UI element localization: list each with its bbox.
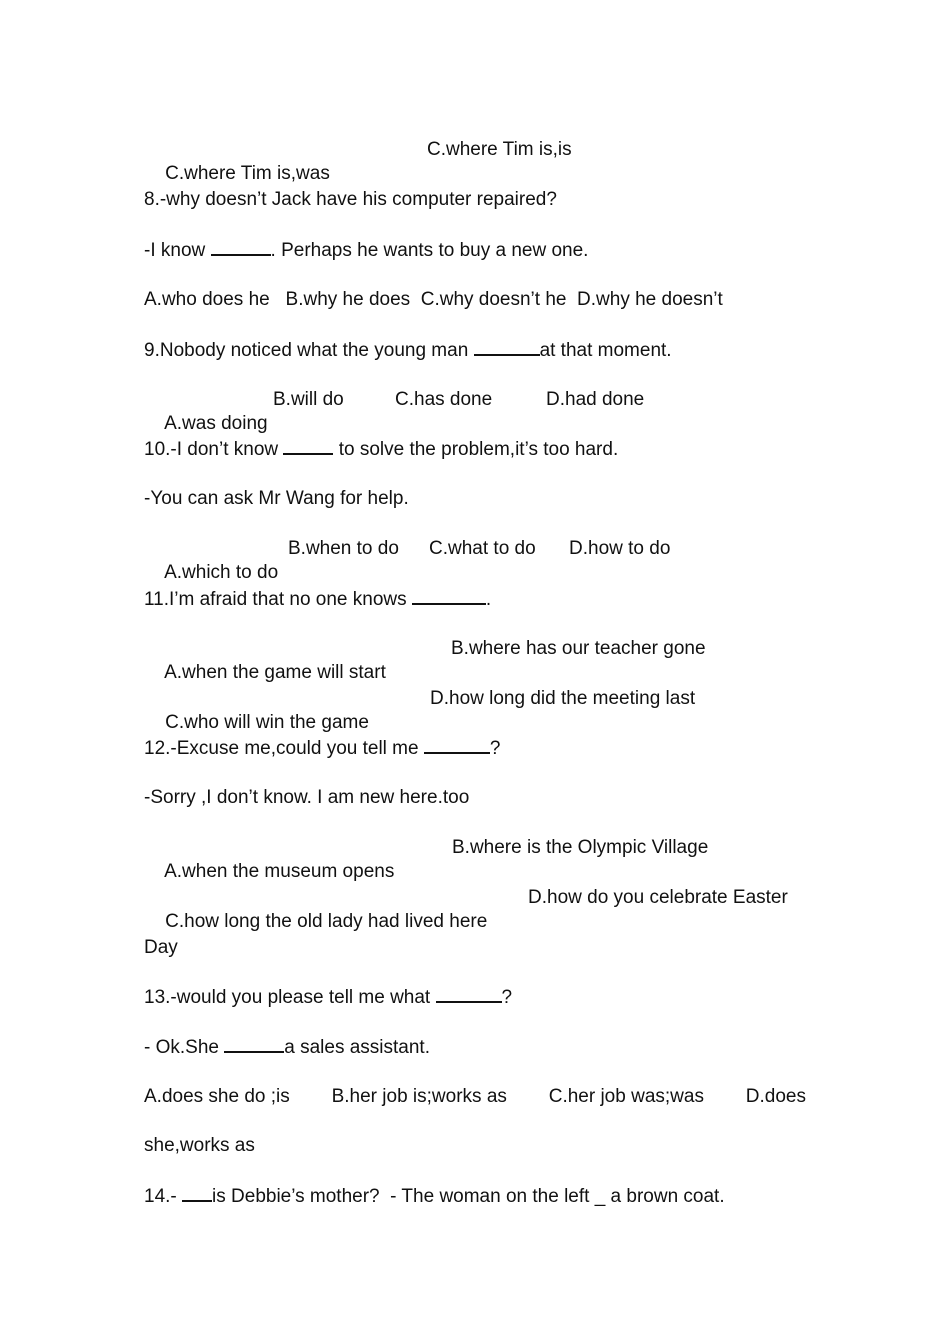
question-13-text-start: 13.-would you please tell me what (144, 987, 436, 1008)
question-10-response: -You can ask Mr Wang for help. (144, 488, 409, 509)
question-10-text (144, 437, 618, 462)
option-a: A.when the museum opens (164, 861, 395, 882)
answer-blank (182, 1184, 212, 1202)
question-11-text-start: 11.I’m afraid that no one knows (144, 589, 412, 610)
answer-blank (424, 736, 490, 754)
question-14-text-start: 14.- (144, 1186, 183, 1207)
option-d-continuation: she,works as (144, 1135, 255, 1156)
option-b: B.where is the Olympic Village (452, 837, 709, 858)
question-8-options: A.who does he B.why he does C.why doesn’t he D.why he doesn’t (144, 289, 723, 310)
answer-blank (283, 437, 333, 455)
question-9-text-end: at that moment. (539, 340, 672, 361)
option-b: B.when to do (288, 538, 399, 559)
question-9-text-start: 9.Nobody noticed what the young man (144, 340, 474, 361)
option-a: A.when the game will start (164, 662, 386, 683)
question-10-text-end: to solve the problem,it’s too hard. (333, 439, 619, 460)
question-11-options-cd (144, 687, 696, 783)
question-13-text-end: ? (501, 987, 513, 1008)
question-12-text-end: ? (489, 738, 501, 759)
question-11-text-end: . (485, 589, 492, 610)
question-12-text-start: 12.-Excuse me,could you tell me (144, 738, 424, 759)
option-a: A.which to do (164, 562, 279, 583)
option-d: D.how do you celebrate Easter (528, 887, 788, 908)
option-d: D.does (745, 1086, 806, 1107)
question-12-response: -Sorry ,I don’t know. I am new here.too (144, 787, 470, 808)
option-c: C.what to do (429, 538, 536, 559)
option-b: B.where has our teacher gone (451, 638, 706, 659)
option-c: C.who will win the game (165, 712, 369, 733)
question-8-text: 8.-why doesn’t Jack have his computer repaired? (144, 189, 557, 210)
question-8-response (144, 238, 588, 263)
question-13-response-start: - Ok.She (144, 1037, 225, 1058)
question-14-text (144, 1184, 725, 1209)
question-9-text (144, 338, 672, 363)
question-10-text-start: 10.-I don’t know (144, 439, 284, 460)
question-13-response-end: a sales assistant. (284, 1037, 430, 1058)
option-d-continuation: Day (144, 937, 178, 958)
answer-blank (211, 238, 271, 256)
question-13-response (144, 1035, 430, 1060)
question-12-options-cd (144, 886, 788, 982)
option-b: B.her job is;works as (331, 1086, 507, 1107)
option-c: C.her job was;was (548, 1086, 704, 1107)
option-d: D.how long did the meeting last (430, 688, 696, 709)
option-a: A.was doing (164, 413, 268, 434)
question-14-text-end: is Debbie’s mother? - The woman on the left _ a brown coat. (212, 1186, 725, 1207)
option-d: D.had done (546, 389, 645, 410)
answer-blank (412, 587, 486, 605)
question-13-text (144, 985, 512, 1010)
answer-blank (224, 1035, 284, 1053)
question-11-text (144, 587, 491, 612)
option-c: C.has done (395, 389, 493, 410)
option-d: D.how to do (569, 538, 671, 559)
option-c: C.how long the old lady had lived here (165, 911, 488, 932)
option-a: A.does she do ;is (144, 1086, 290, 1107)
option-c-first: C.where Tim is,was (165, 163, 330, 184)
question-12-text (144, 736, 500, 761)
question-8-response-end: . Perhaps he wants to buy a new one. (270, 240, 589, 261)
answer-blank (436, 985, 502, 1003)
answer-blank (474, 338, 540, 356)
option-b: B.will do (273, 389, 344, 410)
question-8-response-start: -I know (144, 240, 211, 261)
question-13-options (144, 1085, 806, 1109)
option-c-second: C.where Tim is,is (427, 139, 572, 160)
